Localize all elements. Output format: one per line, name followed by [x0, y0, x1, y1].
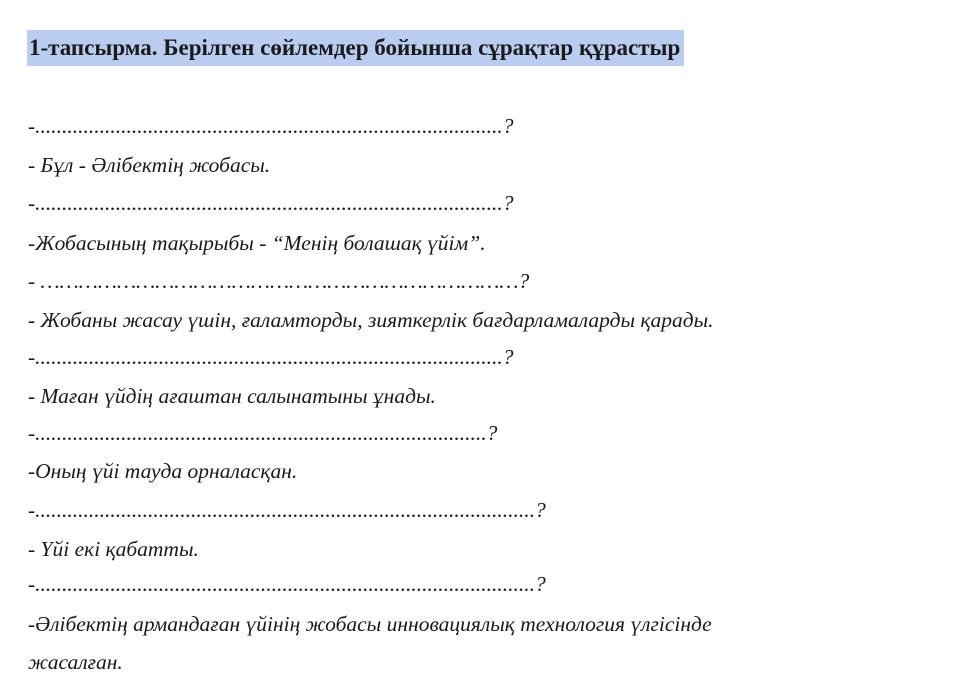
answer-blank-line-3: - …………………………………………………………………?	[28, 269, 530, 293]
sentence-line-5: -Оның үйі тауда орналасқан.	[28, 459, 298, 483]
answer-blank-line-2: -.......................................................................................?	[28, 191, 514, 215]
sentence-line-7-continuation: жасалған.	[28, 650, 123, 674]
sentence-line-6: - Үйі екі қабатты.	[28, 537, 199, 561]
sentence-line-2: -Жобасының тақырыбы - “Менің болашақ үйім”.	[28, 231, 486, 255]
answer-blank-line-1: -.......................................................................................?	[28, 114, 514, 138]
answer-blank-line-6: -.............................................................................................?	[28, 498, 546, 522]
sentence-line-3: - Жобаны жасау үшін, ғаламторды, зияткерлік бағдарламаларды қарады.	[28, 308, 714, 332]
sentence-line-1: - Бұл - Әлібектің жобасы.	[28, 153, 271, 177]
answer-blank-line-4: -.......................................................................................?	[28, 345, 514, 369]
answer-blank-line-7: -.............................................................................................?	[28, 572, 546, 596]
task-title: 1-тапсырма. Берілген сөйлемдер бойынша сұрақтар құрастыр	[27, 30, 684, 66]
sentence-line-7: -Әлібектің армандаған үйінің жобасы инновациялық технология үлгісінде	[28, 612, 712, 636]
sentence-line-4: - Маған үйдің ағаштан салынатыны ұнады.	[28, 384, 436, 408]
answer-blank-line-5: -....................................................................................?	[28, 421, 498, 445]
